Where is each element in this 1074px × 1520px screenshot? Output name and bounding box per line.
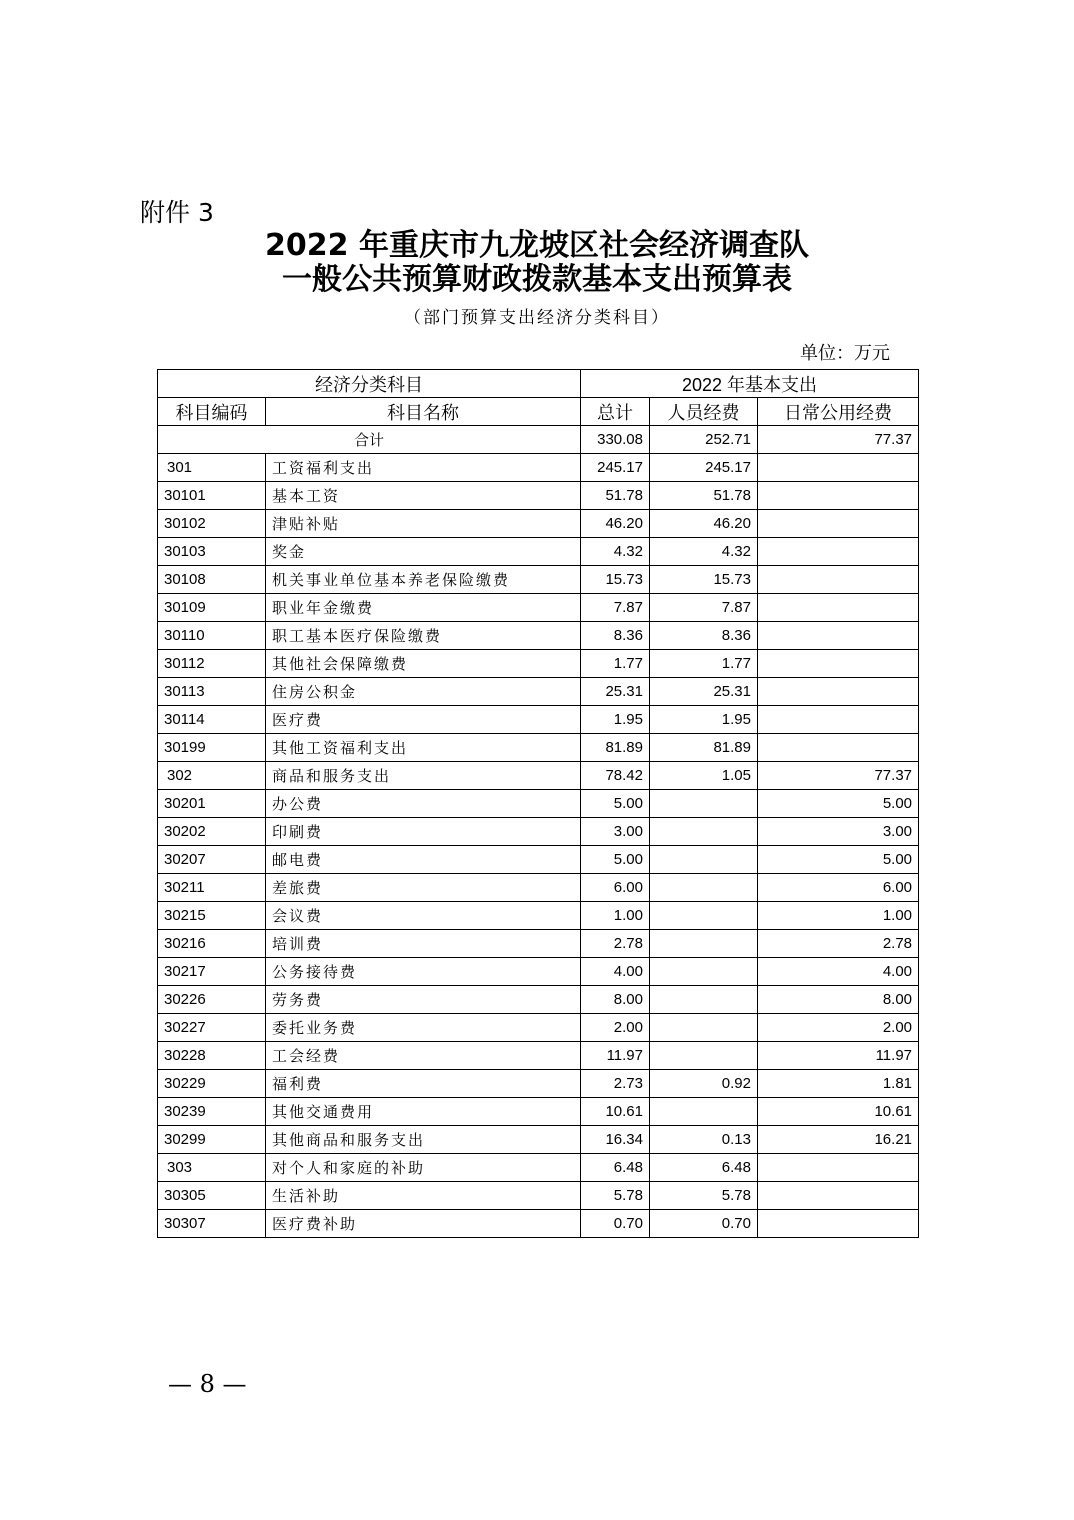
row-code: 30226 (158, 986, 266, 1014)
table-row (158, 650, 919, 678)
row-total: 1.00 (581, 902, 650, 930)
row-total: 1.95 (581, 706, 650, 734)
row-name: 公务接待费 (266, 958, 581, 986)
row-personnel: 25.31 (650, 678, 758, 706)
row-code: 30305 (158, 1182, 266, 1210)
row-code: 30307 (158, 1210, 266, 1238)
row-personnel (650, 818, 758, 846)
row-name: 工资福利支出 (266, 454, 581, 482)
row-code: 30228 (158, 1042, 266, 1070)
row-code: 30108 (158, 566, 266, 594)
row-total: 8.36 (581, 622, 650, 650)
table-row (158, 1182, 919, 1210)
row-personnel (650, 1042, 758, 1070)
row-code: 30101 (158, 482, 266, 510)
row-public: 1.00 (758, 902, 919, 930)
total-personnel: 252.71 (650, 426, 758, 454)
table-row (158, 1014, 919, 1042)
row-personnel: 51.78 (650, 482, 758, 510)
row-name: 其他商品和服务支出 (266, 1126, 581, 1154)
row-personnel: 7.87 (650, 594, 758, 622)
subtitle: （部门预算支出经济分类科目） (404, 308, 670, 328)
row-public (758, 538, 919, 566)
row-personnel (650, 986, 758, 1014)
row-public: 3.00 (758, 818, 919, 846)
row-code: 30211 (158, 874, 266, 902)
row-personnel (650, 846, 758, 874)
row-code: 30217 (158, 958, 266, 986)
table-row (158, 1070, 919, 1098)
row-name: 福利费 (266, 1070, 581, 1098)
table-row (158, 510, 919, 538)
table-row (158, 818, 919, 846)
row-personnel (650, 790, 758, 818)
header-personnel: 人员经费 (650, 398, 758, 426)
row-name: 奖金 (266, 538, 581, 566)
row-code: 30215 (158, 902, 266, 930)
row-code: 30114 (158, 706, 266, 734)
row-personnel: 5.78 (650, 1182, 758, 1210)
table-row (158, 790, 919, 818)
row-name: 医疗费补助 (266, 1210, 581, 1238)
table-row (158, 1210, 919, 1238)
row-public: 11.97 (758, 1042, 919, 1070)
row-name: 会议费 (266, 902, 581, 930)
row-name: 劳务费 (266, 986, 581, 1014)
table-row (158, 1154, 919, 1182)
table-row (158, 1042, 919, 1070)
row-name: 培训费 (266, 930, 581, 958)
row-code: 30112 (158, 650, 266, 678)
row-total: 51.78 (581, 482, 650, 510)
row-public: 4.00 (758, 958, 919, 986)
title-line-2: 一般公共预算财政拨款基本支出预算表 (282, 262, 792, 297)
table-row (158, 986, 919, 1014)
row-public (758, 510, 919, 538)
row-total: 1.77 (581, 650, 650, 678)
row-name: 其他交通费用 (266, 1098, 581, 1126)
row-code: 30202 (158, 818, 266, 846)
row-public (758, 566, 919, 594)
row-name: 对个人和家庭的补助 (266, 1154, 581, 1182)
attachment-label: 附件 3 (140, 198, 214, 227)
table-row (158, 874, 919, 902)
row-code: 30227 (158, 1014, 266, 1042)
table-row (158, 622, 919, 650)
row-personnel (650, 1014, 758, 1042)
row-code: 30239 (158, 1098, 266, 1126)
table-row (158, 1126, 919, 1154)
header-code: 科目编码 (158, 398, 266, 426)
table-row (158, 678, 919, 706)
row-public (758, 678, 919, 706)
row-total: 6.48 (581, 1154, 650, 1182)
row-code: 302 (158, 762, 266, 790)
row-name: 职业年金缴费 (266, 594, 581, 622)
row-personnel: 0.70 (650, 1210, 758, 1238)
row-name: 工会经费 (266, 1042, 581, 1070)
row-public: 10.61 (758, 1098, 919, 1126)
row-total: 6.00 (581, 874, 650, 902)
page-number: — 8 — (168, 1370, 247, 1398)
row-public (758, 650, 919, 678)
row-name: 职工基本医疗保险缴费 (266, 622, 581, 650)
table-row (158, 706, 919, 734)
row-personnel: 0.92 (650, 1070, 758, 1098)
row-name: 其他社会保障缴费 (266, 650, 581, 678)
header-economic-category: 经济分类科目 (158, 370, 581, 398)
table-row (158, 566, 919, 594)
row-total: 2.00 (581, 1014, 650, 1042)
row-total: 15.73 (581, 566, 650, 594)
row-total: 5.00 (581, 846, 650, 874)
row-public: 5.00 (758, 790, 919, 818)
row-public (758, 1210, 919, 1238)
row-total: 0.70 (581, 1210, 650, 1238)
header-name: 科目名称 (266, 398, 581, 426)
row-total: 16.34 (581, 1126, 650, 1154)
row-total: 25.31 (581, 678, 650, 706)
row-code: 30113 (158, 678, 266, 706)
row-personnel (650, 958, 758, 986)
row-total: 4.00 (581, 958, 650, 986)
row-public: 16.21 (758, 1126, 919, 1154)
row-public (758, 706, 919, 734)
table-row (158, 1098, 919, 1126)
row-code: 30229 (158, 1070, 266, 1098)
row-code: 30201 (158, 790, 266, 818)
row-public: 5.00 (758, 846, 919, 874)
table-row (158, 762, 919, 790)
title-line-1: 2022 年重庆市九龙坡区社会经济调查队 (265, 228, 809, 263)
row-public (758, 482, 919, 510)
row-public: 8.00 (758, 986, 919, 1014)
row-code: 30109 (158, 594, 266, 622)
row-personnel: 81.89 (650, 734, 758, 762)
row-public: 6.00 (758, 874, 919, 902)
table-row (158, 538, 919, 566)
row-personnel: 6.48 (650, 1154, 758, 1182)
row-public (758, 1182, 919, 1210)
row-public (758, 594, 919, 622)
table-row (158, 454, 919, 482)
row-personnel: 46.20 (650, 510, 758, 538)
total-label: 合计 (158, 426, 581, 454)
row-total: 5.78 (581, 1182, 650, 1210)
total-row (158, 426, 919, 454)
table-row (158, 930, 919, 958)
row-personnel: 245.17 (650, 454, 758, 482)
row-name: 生活补助 (266, 1182, 581, 1210)
table-row (158, 902, 919, 930)
row-total: 4.32 (581, 538, 650, 566)
row-public (758, 622, 919, 650)
row-personnel (650, 930, 758, 958)
row-personnel (650, 874, 758, 902)
row-name: 住房公积金 (266, 678, 581, 706)
row-public (758, 1154, 919, 1182)
total-public: 77.37 (758, 426, 919, 454)
row-personnel: 1.77 (650, 650, 758, 678)
row-code: 30199 (158, 734, 266, 762)
row-code: 30110 (158, 622, 266, 650)
row-total: 3.00 (581, 818, 650, 846)
row-personnel: 15.73 (650, 566, 758, 594)
row-name: 机关事业单位基本养老保险缴费 (266, 566, 581, 594)
row-total: 81.89 (581, 734, 650, 762)
header-basic-expenditure: 2022 年基本支出 (581, 370, 919, 398)
row-code: 30102 (158, 510, 266, 538)
row-total: 10.61 (581, 1098, 650, 1126)
table-row (158, 958, 919, 986)
row-total: 245.17 (581, 454, 650, 482)
row-total: 11.97 (581, 1042, 650, 1070)
row-code: 301 (158, 454, 266, 482)
row-total: 5.00 (581, 790, 650, 818)
table-row (158, 482, 919, 510)
row-public (758, 454, 919, 482)
row-personnel: 1.95 (650, 706, 758, 734)
row-public (758, 734, 919, 762)
header-total: 总计 (581, 398, 650, 426)
row-name: 津贴补贴 (266, 510, 581, 538)
unit-label: 单位：万元 (800, 343, 890, 364)
row-personnel: 4.32 (650, 538, 758, 566)
row-personnel (650, 1098, 758, 1126)
row-name: 印刷费 (266, 818, 581, 846)
row-public: 2.00 (758, 1014, 919, 1042)
row-total: 8.00 (581, 986, 650, 1014)
row-total: 7.87 (581, 594, 650, 622)
row-total: 78.42 (581, 762, 650, 790)
row-personnel: 1.05 (650, 762, 758, 790)
table-row (158, 846, 919, 874)
row-personnel: 0.13 (650, 1126, 758, 1154)
header-public: 日常公用经费 (758, 398, 919, 426)
row-code: 30103 (158, 538, 266, 566)
row-name: 商品和服务支出 (266, 762, 581, 790)
row-total: 46.20 (581, 510, 650, 538)
row-personnel: 8.36 (650, 622, 758, 650)
row-code: 30216 (158, 930, 266, 958)
row-public: 2.78 (758, 930, 919, 958)
row-name: 办公费 (266, 790, 581, 818)
header-group-row (158, 370, 919, 398)
budget-table (157, 369, 919, 1238)
row-name: 差旅费 (266, 874, 581, 902)
row-name: 委托业务费 (266, 1014, 581, 1042)
table-row (158, 734, 919, 762)
row-name: 基本工资 (266, 482, 581, 510)
row-name: 其他工资福利支出 (266, 734, 581, 762)
row-personnel (650, 902, 758, 930)
header-column-row (158, 398, 919, 426)
row-name: 邮电费 (266, 846, 581, 874)
row-total: 2.73 (581, 1070, 650, 1098)
row-public: 77.37 (758, 762, 919, 790)
total-total: 330.08 (581, 426, 650, 454)
row-total: 2.78 (581, 930, 650, 958)
row-name: 医疗费 (266, 706, 581, 734)
table-row (158, 594, 919, 622)
row-code: 30299 (158, 1126, 266, 1154)
row-code: 30207 (158, 846, 266, 874)
row-public: 1.81 (758, 1070, 919, 1098)
row-code: 303 (158, 1154, 266, 1182)
